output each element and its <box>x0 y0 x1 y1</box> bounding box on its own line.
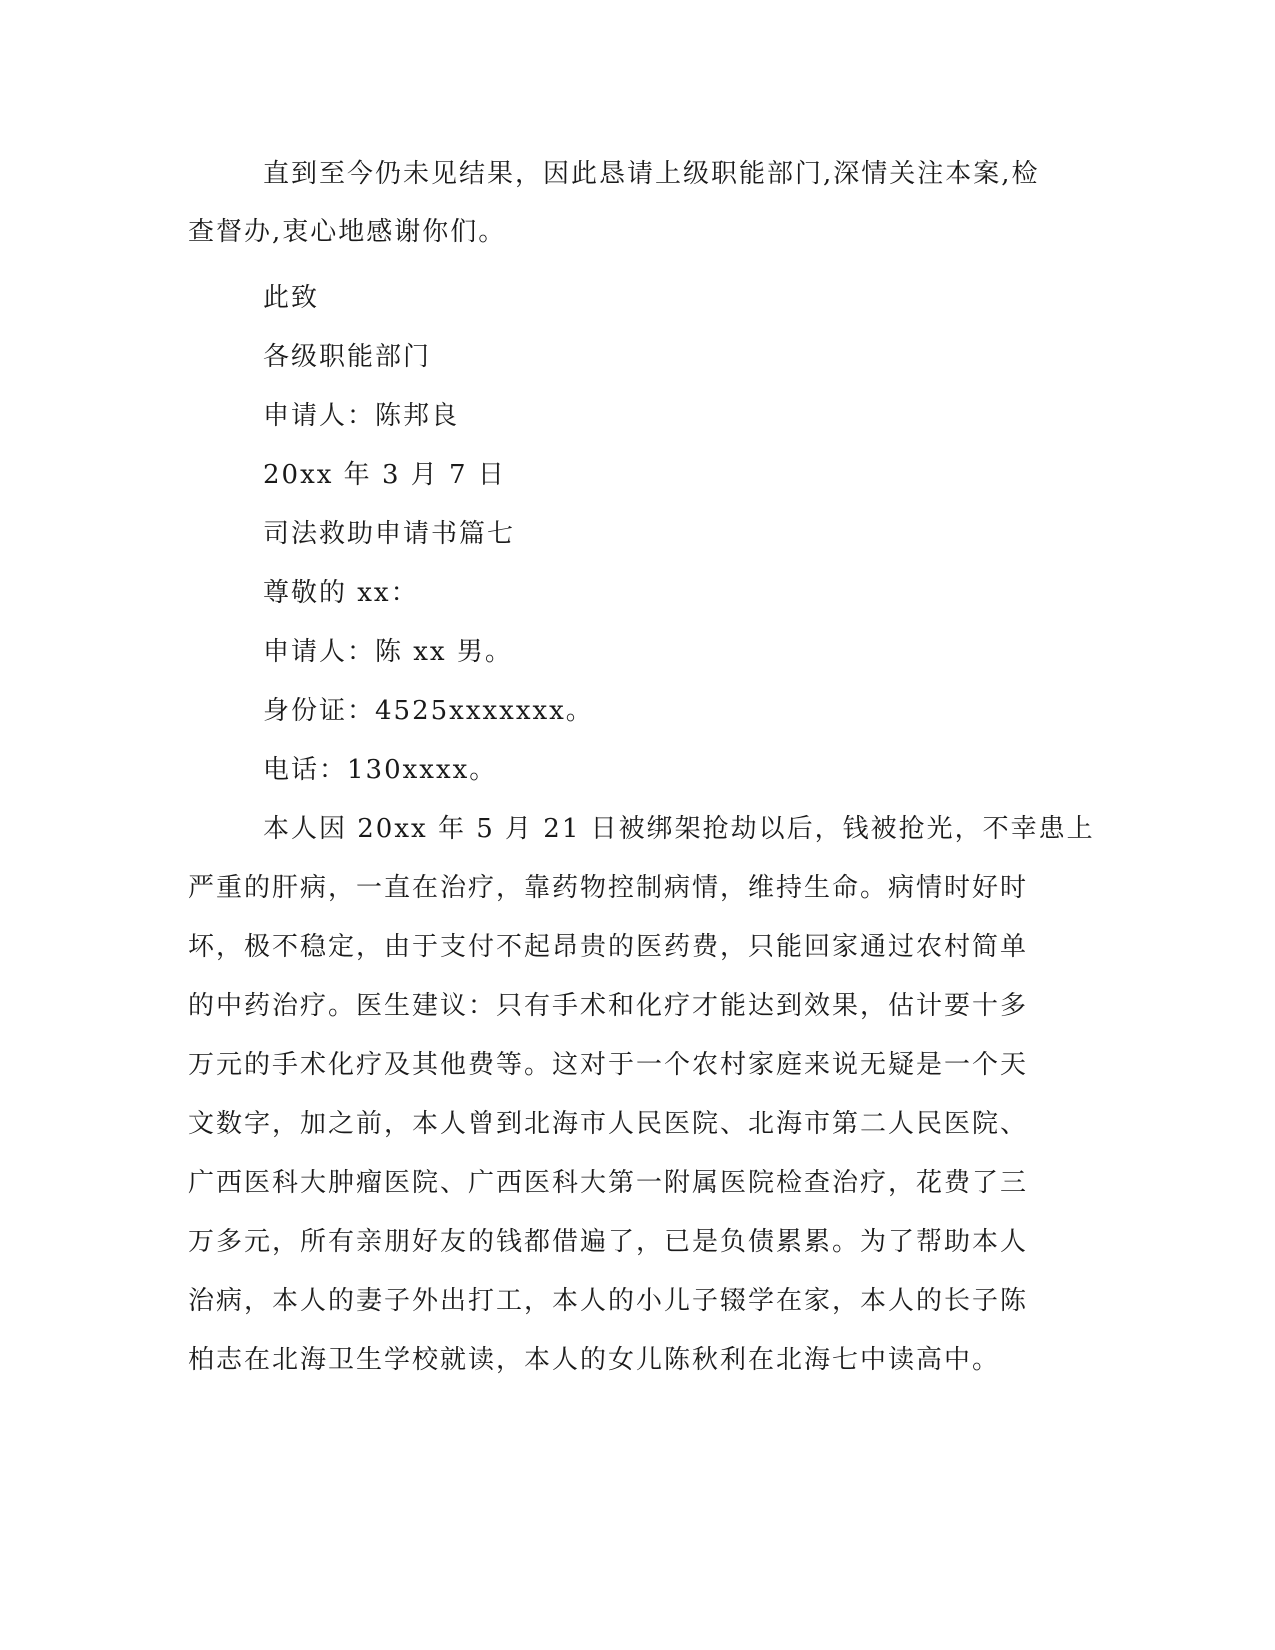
closing-salutation: 此致 <box>263 283 320 313</box>
paragraph-line: 严重的肝病，一直在治疗，靠药物控制病情，维持生命。病情时好时 <box>188 873 1029 903</box>
recipient-line: 各级职能部门 <box>263 342 432 372</box>
paragraph-line: 本人因 20xx 年 5 月 21 日被绑架抢劫以后，钱被抢光，不幸患上 <box>263 814 1095 844</box>
paragraph-line: 广西医科大肿瘤医院、广西医科大第一附属医院检查治疗，花费了三 <box>188 1168 1029 1198</box>
paragraph-line: 万元的手术化疗及其他费等。这对于一个农村家庭来说无疑是一个天 <box>188 1050 1029 1080</box>
paragraph-line: 坏，极不稳定，由于支付不起昂贵的医药费，只能回家通过农村简单 <box>188 932 1029 962</box>
paragraph-line: 万多元，所有亲朋好友的钱都借遍了，已是负债累累。为了帮助本人 <box>188 1227 1029 1257</box>
greeting-line: 尊敬的 xx： <box>263 578 419 608</box>
applicant-signature: 申请人：陈邦良 <box>263 401 460 431</box>
paragraph-line: 治病，本人的妻子外出打工，本人的小儿子辍学在家，本人的长子陈 <box>188 1286 1029 1316</box>
date-line: 20xx 年 3 月 7 日 <box>263 460 506 490</box>
paragraph-line: 柏志在北海卫生学校就读，本人的女儿陈秋利在北海七中读高中。 <box>188 1345 1001 1375</box>
id-card-line: 身份证：4525xxxxxxx。 <box>263 696 594 726</box>
applicant-line: 申请人：陈 xx 男。 <box>263 637 513 667</box>
phone-line: 电话：130xxxx。 <box>263 755 498 785</box>
paragraph-line: 查督办,衷心地感谢你们。 <box>188 217 507 247</box>
paragraph-line: 的中药治疗。医生建议：只有手术和化疗才能达到效果，估计要十多 <box>188 991 1029 1021</box>
paragraph-line: 直到至今仍未见结果，因此恳请上级职能部门,深情关注本案,检 <box>263 159 1040 189</box>
section-title: 司法救助申请书篇七 <box>263 519 516 549</box>
paragraph-line: 文数字，加之前，本人曾到北海市人民医院、北海市第二人民医院、 <box>188 1109 1029 1139</box>
